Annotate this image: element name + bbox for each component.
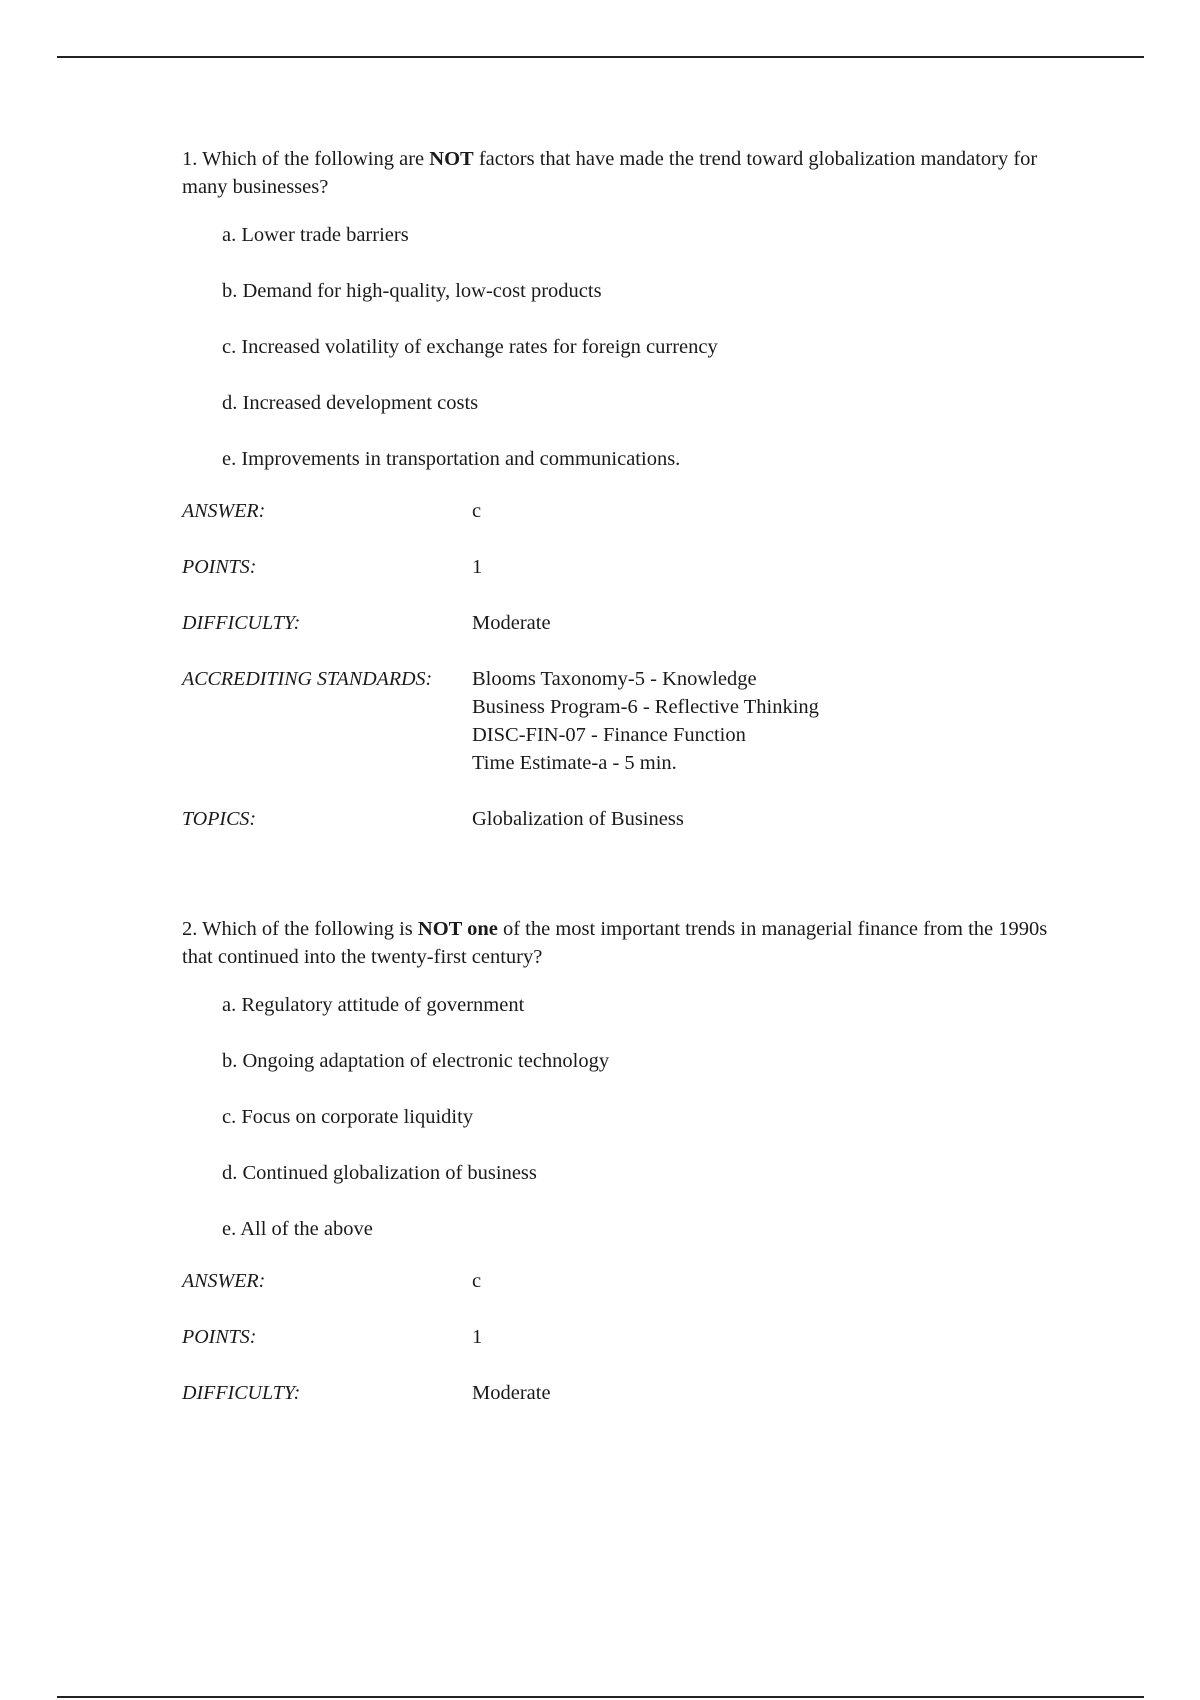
question-2-text: 2. Which of the following is NOT one of the most important trends in managerial finance from the 1990s that continued into the twenty-first century? — [182, 918, 1048, 968]
points-value: 1 — [472, 1326, 483, 1348]
question-2-emphasis: NOT one — [417, 918, 498, 940]
topics-label: TOPICS: — [182, 808, 257, 830]
answer-label: ANSWER: — [182, 1270, 266, 1292]
standards-label: ACCREDITING STANDARDS: — [182, 668, 433, 690]
answer-value: c — [472, 500, 482, 522]
option-a: a. Lower trade barriers — [222, 224, 409, 246]
document-content — [182, 145, 1062, 1435]
option-e: e. All of the above — [222, 1218, 373, 1240]
difficulty-label: DIFFICULTY: — [182, 612, 301, 634]
top-rule — [57, 56, 1144, 58]
answer-value: c — [472, 1270, 482, 1292]
difficulty-label: DIFFICULTY: — [182, 1382, 301, 1404]
option-e: e. Improvements in transportation and communications. — [222, 448, 681, 470]
standard-line: DISC-FIN-07 - Finance Function — [472, 724, 746, 746]
difficulty-value: Moderate — [472, 612, 551, 634]
question-1-meta — [182, 497, 1062, 861]
standard-line: Business Program-6 - Reflective Thinking — [472, 696, 819, 718]
difficulty-value: Moderate — [472, 1382, 551, 1404]
question-1 — [182, 145, 1062, 861]
question-2 — [182, 915, 1062, 1435]
question-2-options — [222, 991, 1062, 1243]
standard-line: Blooms Taxonomy-5 - Knowledge — [472, 668, 757, 690]
option-d: d. Continued globalization of business — [222, 1162, 537, 1184]
option-c: c. Increased volatility of exchange rates for foreign currency — [222, 336, 718, 358]
question-1-text: 1. Which of the following are NOT factors that have made the trend toward globalization mandatory for many businesses? — [182, 148, 1038, 198]
bottom-rule — [57, 1696, 1144, 1698]
topics-value: Globalization of Business — [472, 808, 684, 830]
standards-value — [472, 665, 1062, 777]
option-b: b. Ongoing adaptation of electronic technology — [222, 1050, 610, 1072]
option-d: d. Increased development costs — [222, 392, 479, 414]
points-label: POINTS: — [182, 1326, 257, 1348]
points-label: POINTS: — [182, 556, 257, 578]
option-a: a. Regulatory attitude of government — [222, 994, 525, 1016]
question-2-meta — [182, 1267, 1062, 1435]
option-b: b. Demand for high-quality, low-cost products — [222, 280, 602, 302]
standard-line: Time Estimate-a - 5 min. — [472, 752, 677, 774]
option-c: c. Focus on corporate liquidity — [222, 1106, 474, 1128]
points-value: 1 — [472, 556, 483, 578]
answer-label: ANSWER: — [182, 500, 266, 522]
question-1-emphasis: NOT — [429, 148, 474, 170]
question-1-options — [222, 221, 1062, 473]
